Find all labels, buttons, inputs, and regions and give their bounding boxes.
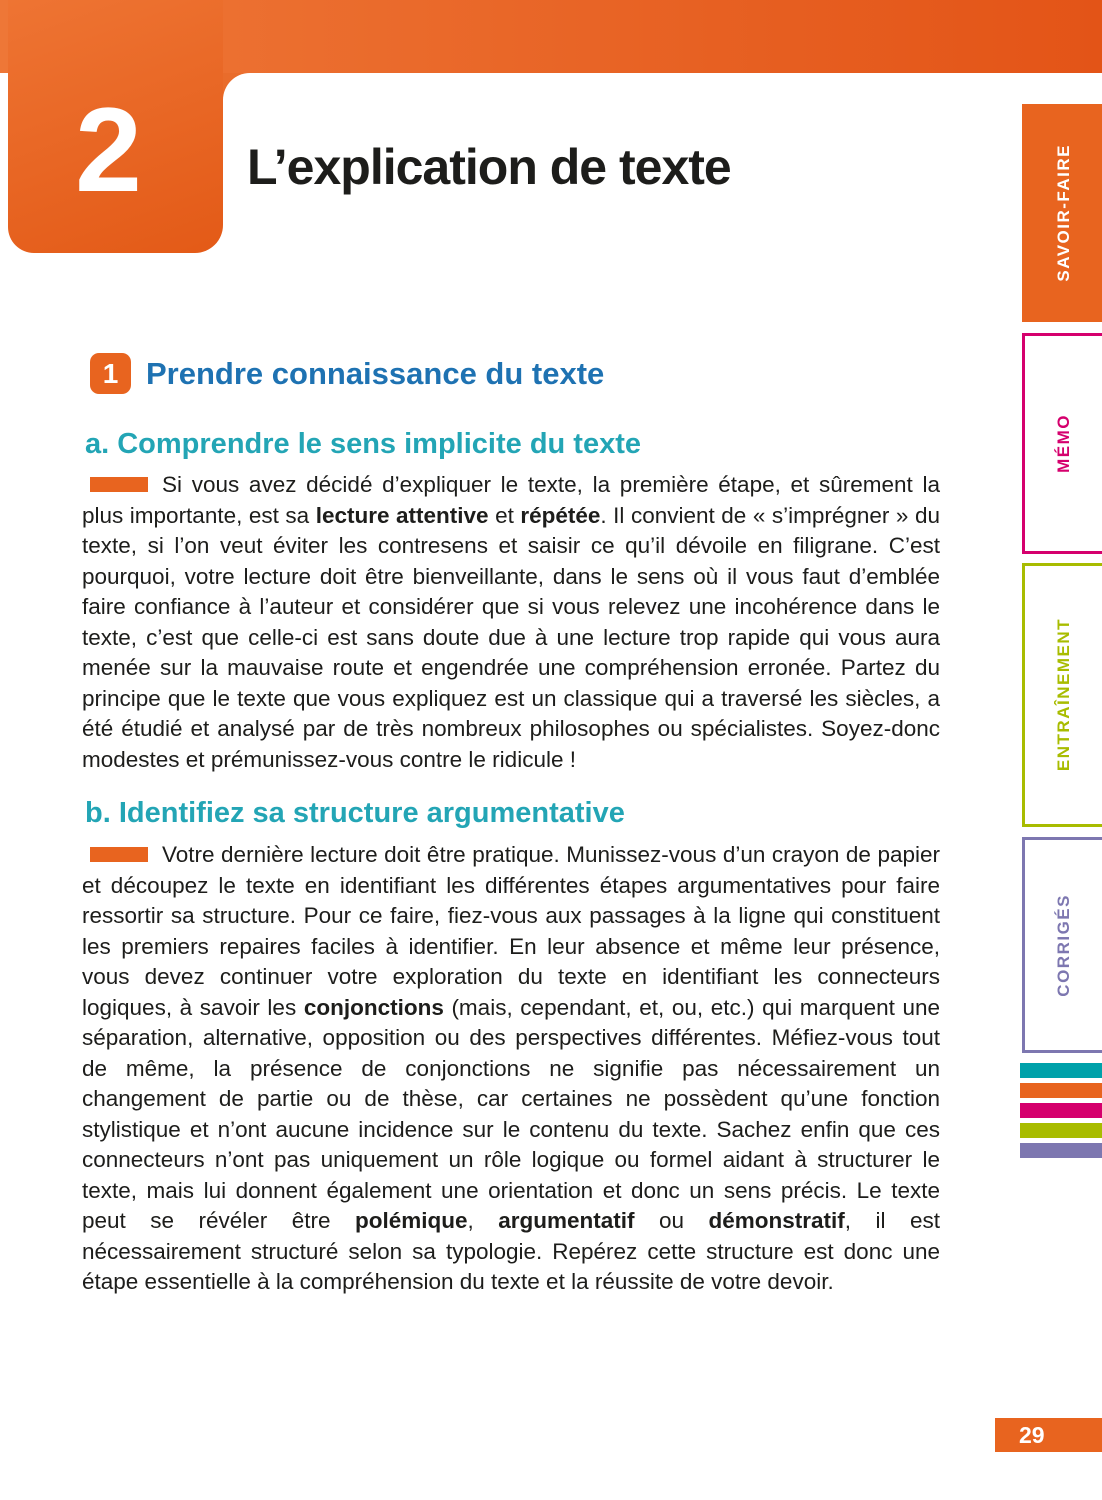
- paragraph-a-text: Si vous avez décidé d’expliquer le texte, la première étape, et sûrement la plus importante, est sa lecture attentive et répétée. Il convient de « s’imprégner » du texte, si l’on veut éviter les contresens et saisir ce qu’il dévoile en filigrane. C’est pourquoi, votre lecture doit être bienveillante, dans le sens où il vous faut d’emblée faire confiance à l’auteur et considérer que si vous relevez une incohérence dans le texte, c’est que celle-ci est sans doute due à une lecture trop rapide qui vous aura menée sur la mauvaise route et engendrée une compréhension erronée. Partez du principe que le texte que vous expliquez est un classique qui a traversé les siècles, a été étudié et analysé par de très nombreux philosophes ou spécialistes. Soyez-donc modestes et prémunissez-vous contre le ridicule !: [82, 472, 940, 772]
- paragraph-b: [82, 840, 940, 1298]
- section-number-badge: 1: [90, 353, 131, 394]
- color-bar: [1020, 1063, 1102, 1078]
- sidebar-tab-savoir-faire: [1022, 104, 1102, 322]
- sidebar-tab-entrainement: [1022, 563, 1102, 827]
- chapter-number-box: [8, 0, 223, 253]
- page-number: 29: [995, 1418, 1102, 1452]
- sidebar-tab-savoir-faire-label: SAVOIR-FAIRE: [1054, 144, 1073, 282]
- sidebar-tab-corriges-label: CORRIGÉS: [1054, 893, 1073, 997]
- sidebar-tab-memo: [1022, 333, 1102, 554]
- paragraph-bullet-icon: [90, 477, 148, 492]
- paragraph-bullet-icon: [90, 847, 148, 862]
- color-bar: [1020, 1143, 1102, 1158]
- sidebar-tab-memo-label: MÉMO: [1054, 414, 1073, 473]
- sidebar-tab-entrainement-label: ENTRAÎNEMENT: [1054, 618, 1073, 772]
- chapter-title: L’explication de texte: [247, 139, 731, 195]
- section-heading: [90, 353, 604, 394]
- chapter-number: 2: [75, 83, 142, 217]
- color-bar: [1020, 1083, 1102, 1098]
- paragraph-a: [82, 470, 940, 775]
- color-bar: [1020, 1123, 1102, 1138]
- subsection-heading-a: a. Comprendre le sens implicite du texte: [85, 428, 641, 460]
- color-bar: [1020, 1103, 1102, 1118]
- sidebar-tab-corriges: [1022, 837, 1102, 1053]
- paragraph-b-text: Votre dernière lecture doit être pratique. Munissez-vous d’un crayon de papier et découpez le texte en identifiant les différentes étapes argumentatives pour faire ressortir sa structure. Pour ce faire, fiez-vous aux passages à la ligne qui constituent les premiers repaires faciles à identifier. En leur absence et même leur présence, vous devez continuer votre exploration du texte en identifiant les connecteurs logiques, à savoir les conjonctions (mais, cependant, et, ou, etc.) qui marquent une séparation, alternative, opposition ou des perspectives différentes. Méfiez-vous tout de même, la présence de conjonctions ne signifie pas nécessairement un changement de partie ou de thèse, car certaines ne possèdent qu’une fonction stylistique et n’ont aucune incidence sur le contenu du texte. Sachez enfin que ces connecteurs n’ont pas uniquement un rôle logique ou formel aidant à structurer le texte, mais lui donnent également une orientation et donc un sens précis. Le texte peut se révéler être polémique, argumentatif ou démonstratif, il est nécessairement structuré selon sa typologie. Repérez cette structure est donc une étape essentielle à la compréhension du texte et la réussite de votre devoir.: [82, 842, 941, 1294]
- subsection-heading-b: b. Identifiez sa structure argumentative: [85, 797, 625, 829]
- section-title: Prendre connaissance du texte: [146, 355, 605, 391]
